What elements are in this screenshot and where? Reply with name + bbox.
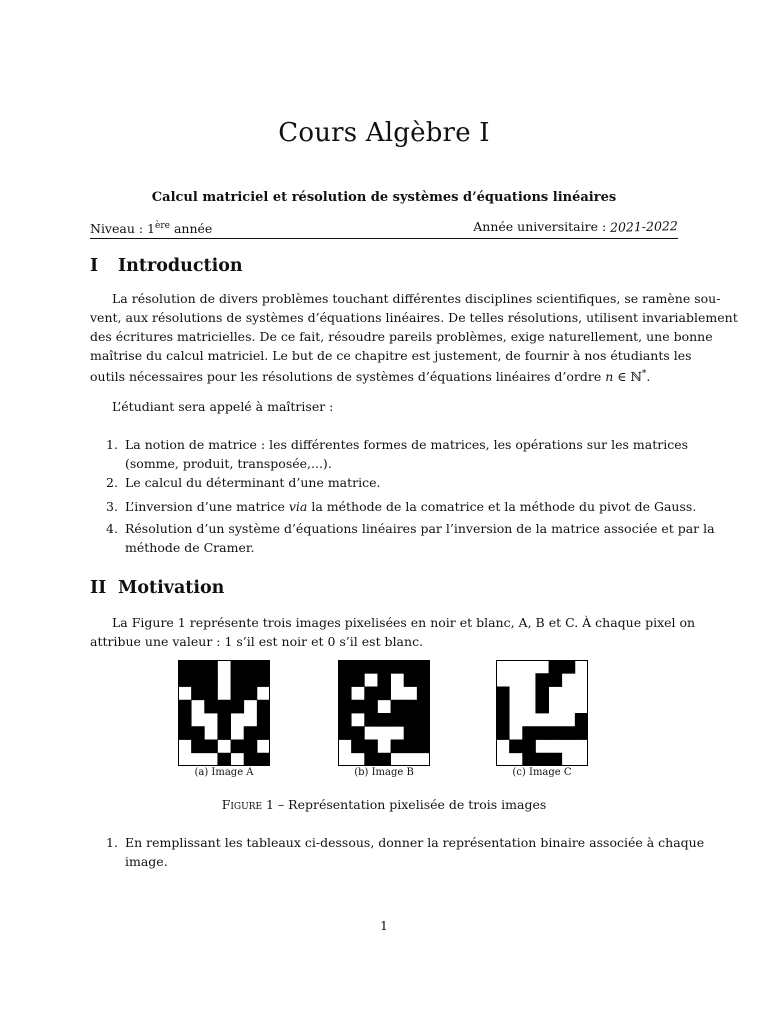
black-pixel xyxy=(535,687,549,701)
black-pixel xyxy=(178,673,192,687)
black-pixel xyxy=(257,726,270,740)
black-pixel xyxy=(257,700,270,714)
black-pixel xyxy=(244,673,258,687)
black-pixel xyxy=(417,726,430,740)
black-pixel xyxy=(575,713,588,727)
black-pixel xyxy=(257,713,270,727)
document-title: Cours Algèbre I xyxy=(278,118,490,148)
list-text: méthode de Cramer. xyxy=(125,540,255,555)
black-pixel xyxy=(535,753,549,766)
black-pixel xyxy=(178,713,192,727)
black-pixel xyxy=(404,700,418,714)
black-pixel xyxy=(364,687,378,701)
black-pixel xyxy=(391,660,405,674)
paragraph-line: La Figure 1 représente trois images pixelisées en noir et blanc, A, B et C. À chaque pixel on xyxy=(112,615,696,630)
figure-caption xyxy=(0,797,768,812)
section-title: Introduction xyxy=(118,256,243,276)
section-title: Motivation xyxy=(118,578,225,598)
black-pixel xyxy=(338,713,352,727)
black-pixel xyxy=(244,687,258,701)
black-pixel xyxy=(204,660,218,674)
black-pixel xyxy=(351,740,365,754)
list-number: 1. xyxy=(106,437,118,452)
black-pixel xyxy=(377,673,391,687)
black-pixel xyxy=(231,740,245,754)
black-pixel xyxy=(257,660,270,674)
black-pixel xyxy=(244,753,258,766)
objectives-lead: L’étudiant sera appelé à maîtriser : xyxy=(112,399,334,414)
list-number: 4. xyxy=(106,521,118,536)
black-pixel xyxy=(217,753,231,766)
black-pixel xyxy=(191,673,205,687)
paragraph-line: vent, aux résolutions de systèmes d’équations linéaires. De telles résolutions, utilisent invariablement xyxy=(90,310,738,325)
black-pixel xyxy=(391,740,405,754)
black-pixel xyxy=(496,700,510,714)
subcaption-c: (c) Image C xyxy=(512,767,572,778)
document-subtitle: Calcul matriciel et résolution de systèmes d’équations linéaires xyxy=(151,190,617,205)
black-pixel xyxy=(338,700,352,714)
list-number: 2. xyxy=(106,475,118,490)
black-pixel xyxy=(549,753,563,766)
black-pixel xyxy=(404,713,418,727)
black-pixel xyxy=(338,673,352,687)
black-pixel xyxy=(204,740,218,754)
motivation-paragraph xyxy=(90,613,696,651)
year-value: 2021-2022 xyxy=(609,218,679,235)
black-pixel xyxy=(417,687,430,701)
year-label: Année universitaire : xyxy=(473,219,611,234)
black-pixel xyxy=(338,660,352,674)
black-pixel xyxy=(217,713,231,727)
list-text: image. xyxy=(125,854,168,869)
emphasis-via: via xyxy=(288,499,308,514)
black-pixel xyxy=(244,660,258,674)
paragraph-line: outils nécessaires pour les résolutions de systèmes d’équations linéaires d’ordre n ∈ ℕ*. xyxy=(90,369,651,385)
black-pixel xyxy=(377,753,391,766)
black-pixel xyxy=(338,726,352,740)
level-superscript: ère xyxy=(155,221,170,231)
list-text: L’inversion d’une matrice via la méthode de la comatrice et la méthode du pivot de Gauss. xyxy=(125,499,697,514)
black-pixel xyxy=(404,673,418,687)
list-number: 3. xyxy=(106,499,118,514)
figure-caption-text: – Représentation pixelisée de trois images xyxy=(273,797,547,812)
pixel-grid xyxy=(338,660,430,766)
black-pixel xyxy=(549,726,563,740)
black-pixel xyxy=(562,726,576,740)
black-pixel xyxy=(377,660,391,674)
black-pixel xyxy=(391,700,405,714)
paragraph-line: maîtrise du calcul matriciel. Le but de ce chapitre est justement, de fournir à nos étudiants les xyxy=(90,348,692,363)
black-pixel xyxy=(522,726,536,740)
list-text: Résolution d’un système d’équations linéaires par l’inversion de la matrice associée et par la xyxy=(125,521,715,536)
black-pixel xyxy=(364,753,378,766)
black-pixel xyxy=(191,687,205,701)
black-pixel xyxy=(377,687,391,701)
introduction-paragraph xyxy=(90,289,738,386)
course-level xyxy=(90,221,212,236)
black-pixel xyxy=(549,660,563,674)
figure-label: Figure 1 xyxy=(221,797,274,812)
black-pixel xyxy=(496,687,510,701)
black-pixel xyxy=(244,726,258,740)
black-pixel xyxy=(509,740,523,754)
page-number: 1 xyxy=(380,918,388,933)
subcaption-a: (a) Image A xyxy=(194,767,254,778)
black-pixel xyxy=(404,726,418,740)
black-pixel xyxy=(549,673,563,687)
black-pixel xyxy=(404,660,418,674)
paragraph-line: attribue une valeur : 1 s’il est noir et 0 s’il est blanc. xyxy=(90,634,424,649)
black-pixel xyxy=(364,740,378,754)
math-natural-set: ∈ ℕ xyxy=(613,369,642,385)
pixel-grid xyxy=(178,660,270,766)
black-pixel xyxy=(257,673,270,687)
black-pixel xyxy=(562,660,576,674)
black-pixel xyxy=(257,753,270,766)
black-pixel xyxy=(391,713,405,727)
level-prefix: Niveau : 1 xyxy=(90,221,156,237)
black-pixel xyxy=(191,726,205,740)
black-pixel xyxy=(351,726,365,740)
black-pixel xyxy=(364,700,378,714)
black-pixel xyxy=(364,660,378,674)
black-pixel xyxy=(204,673,218,687)
black-pixel xyxy=(535,673,549,687)
black-pixel xyxy=(231,700,245,714)
black-pixel xyxy=(535,700,549,714)
black-pixel xyxy=(191,740,205,754)
paragraph-line: La résolution de divers problèmes touchant différentes disciplines scientifiques, se ramène sou- xyxy=(112,291,721,306)
black-pixel xyxy=(178,660,192,674)
black-pixel xyxy=(338,687,352,701)
black-pixel xyxy=(178,700,192,714)
black-pixel xyxy=(204,700,218,714)
pixel-grid xyxy=(496,660,588,766)
black-pixel xyxy=(377,713,391,727)
black-pixel xyxy=(522,740,536,754)
black-pixel xyxy=(217,700,231,714)
math-n: n xyxy=(605,369,614,385)
image-b xyxy=(338,660,430,766)
list-number: 1. xyxy=(106,835,118,850)
image-c xyxy=(496,660,588,766)
list-text: (somme, produit, transposée,...). xyxy=(125,456,332,471)
black-pixel xyxy=(417,673,430,687)
section-heading-introduction xyxy=(90,256,243,276)
black-pixel xyxy=(351,700,365,714)
image-a xyxy=(178,660,270,766)
black-pixel xyxy=(244,740,258,754)
black-pixel xyxy=(522,753,536,766)
section-number: II xyxy=(90,578,107,598)
math-star: * xyxy=(641,369,647,379)
black-pixel xyxy=(231,687,245,701)
list-text: En remplissant les tableaux ci-dessous, donner la représentation binaire associée à chaque xyxy=(125,835,705,850)
black-pixel xyxy=(404,740,418,754)
black-pixel xyxy=(496,713,510,727)
black-pixel xyxy=(178,726,192,740)
black-pixel xyxy=(204,687,218,701)
black-pixel xyxy=(364,713,378,727)
course-meta xyxy=(90,219,678,238)
black-pixel xyxy=(351,673,365,687)
level-suffix: année xyxy=(169,221,213,237)
black-pixel xyxy=(535,726,549,740)
black-pixel xyxy=(575,726,588,740)
black-pixel xyxy=(417,700,430,714)
header-rule xyxy=(90,238,678,239)
black-pixel xyxy=(231,660,245,674)
subcaption-b: (b) Image B xyxy=(354,767,414,778)
black-pixel xyxy=(417,660,430,674)
black-pixel xyxy=(217,726,231,740)
black-pixel xyxy=(231,673,245,687)
section-number: I xyxy=(90,256,99,276)
black-pixel xyxy=(351,660,365,674)
black-pixel xyxy=(417,740,430,754)
black-pixel xyxy=(191,660,205,674)
section-heading-motivation xyxy=(90,578,224,598)
academic-year xyxy=(473,219,678,234)
paragraph-line: des écritures matricielles. De ce fait, résoudre pareils problèmes, exige naturellement, une bonne xyxy=(90,329,713,344)
list-text: Le calcul du déterminant d’une matrice. xyxy=(125,475,381,490)
black-pixel xyxy=(496,726,510,740)
black-pixel xyxy=(417,713,430,727)
list-text: La notion de matrice : les différentes formes de matrices, les opérations sur les matrices xyxy=(125,437,689,452)
